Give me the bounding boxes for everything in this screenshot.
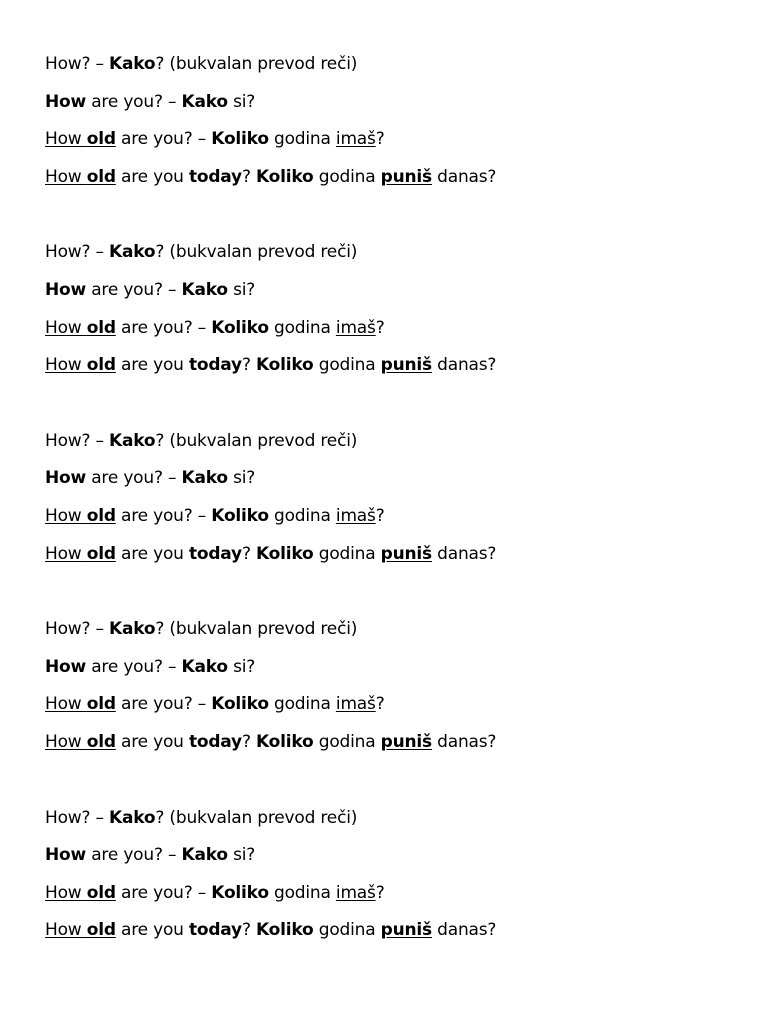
text-run: godina	[313, 166, 381, 187]
text-run: How? –	[45, 242, 110, 263]
text-run: are you? –	[115, 129, 212, 150]
text-run: godina	[313, 543, 381, 564]
bold-underlined-word: puniš	[380, 920, 432, 941]
phrase-block-1	[45, 46, 745, 196]
bold-word: today	[188, 166, 242, 187]
bold-word: Koliko	[211, 882, 269, 903]
text-run: danas?	[431, 731, 497, 752]
text-run: are you? –	[86, 468, 182, 489]
bold-underlined-word: old	[86, 694, 116, 715]
text-run: si?	[227, 656, 256, 677]
phrase-block-4	[45, 611, 745, 761]
bold-underlined-word: puniš	[380, 355, 432, 376]
bold-word: Koliko	[255, 355, 314, 376]
bold-word: Koliko	[211, 694, 269, 715]
line-how-old	[45, 875, 745, 913]
underlined-word: How	[45, 882, 82, 903]
bold-word: How	[45, 279, 87, 300]
underlined-word: imaš	[335, 694, 376, 715]
text-run: ?	[375, 694, 385, 715]
bold-underlined-word: old	[86, 129, 116, 150]
bold-underlined-word: old	[86, 505, 116, 526]
text-run: are you	[115, 355, 189, 376]
line-how-kako	[45, 800, 745, 838]
underlined-word: How	[45, 317, 82, 338]
line-how-old-today	[45, 159, 745, 197]
bold-word: How	[45, 468, 87, 489]
text-run: ?	[241, 920, 256, 941]
text-run: ?	[241, 166, 256, 187]
line-how-are-you	[45, 272, 745, 310]
bold-word: Kako	[109, 430, 156, 451]
text-run: are you? –	[86, 656, 182, 677]
line-how-are-you	[45, 84, 745, 122]
bold-word: Koliko	[255, 166, 314, 187]
bold-word: How	[45, 91, 87, 112]
text-run: are you? –	[86, 845, 182, 866]
text-run: ?	[241, 731, 256, 752]
text-run: godina	[268, 317, 336, 338]
text-run: danas?	[431, 355, 497, 376]
text-run: How? –	[45, 430, 110, 451]
phrase-block-2	[45, 234, 745, 384]
text-run: How? –	[45, 54, 110, 74]
underlined-word: How	[45, 694, 82, 715]
bold-word: Koliko	[211, 505, 269, 526]
text-run: danas?	[431, 543, 497, 564]
line-how-old	[45, 310, 745, 348]
underlined-word: imaš	[335, 882, 376, 903]
bold-word: How	[45, 656, 87, 677]
text-run: are you? –	[115, 694, 212, 715]
text-run: si?	[227, 279, 256, 300]
text-run: are you	[115, 166, 189, 187]
bold-word: Koliko	[255, 920, 314, 941]
bold-word: Kako	[109, 619, 156, 640]
bold-word: today	[188, 731, 242, 752]
bold-underlined-word: puniš	[380, 731, 432, 752]
bold-underlined-word: old	[86, 543, 116, 564]
text-run: are you? –	[86, 91, 182, 112]
underlined-word: How	[45, 731, 82, 752]
text-run: si?	[227, 468, 256, 489]
text-run: ? (bukvalan prevod reči)	[155, 242, 358, 263]
text-run: are you? –	[115, 882, 212, 903]
bold-underlined-word: old	[86, 882, 116, 903]
bold-word: Koliko	[211, 317, 269, 338]
text-run: How? –	[45, 619, 110, 640]
text-run: danas?	[431, 920, 497, 941]
underlined-word: imaš	[335, 317, 376, 338]
bold-underlined-word: old	[86, 317, 116, 338]
line-how-kako	[45, 611, 745, 649]
text-run: ?	[241, 355, 256, 376]
bold-word: today	[188, 543, 242, 564]
text-run: are you? –	[86, 279, 182, 300]
underlined-word: How	[45, 129, 82, 150]
text-run: are you? –	[115, 317, 212, 338]
bold-word: today	[188, 920, 242, 941]
text-run: godina	[313, 355, 381, 376]
line-how-old	[45, 498, 745, 536]
text-run: si?	[227, 845, 256, 866]
document-page	[45, 46, 745, 988]
bold-word: Kako	[181, 845, 228, 866]
underlined-word: How	[45, 505, 82, 526]
line-how-kako	[45, 234, 745, 272]
line-how-old	[45, 121, 745, 159]
text-run: ? (bukvalan prevod reči)	[155, 54, 358, 74]
text-run: godina	[268, 694, 336, 715]
bold-underlined-word: puniš	[380, 543, 432, 564]
bold-word: Koliko	[255, 543, 314, 564]
bold-underlined-word: old	[86, 920, 116, 941]
underlined-word: How	[45, 543, 82, 564]
text-run: ? (bukvalan prevod reči)	[155, 430, 358, 451]
bold-word: Kako	[181, 91, 228, 112]
underlined-word: How	[45, 920, 82, 941]
bold-word: Kako	[109, 807, 156, 828]
text-run: ?	[375, 882, 385, 903]
line-how-old-today	[45, 536, 745, 574]
text-run: si?	[227, 91, 256, 112]
underlined-word: How	[45, 355, 82, 376]
line-how-are-you	[45, 460, 745, 498]
bold-word: Kako	[109, 54, 156, 74]
line-how-kako	[45, 46, 745, 84]
text-run: godina	[268, 505, 336, 526]
text-run: ?	[241, 543, 256, 564]
bold-word: today	[188, 355, 242, 376]
text-run: ?	[375, 129, 385, 150]
text-run: ?	[375, 317, 385, 338]
line-how-old-today	[45, 724, 745, 762]
text-run: godina	[313, 731, 381, 752]
bold-underlined-word: old	[86, 731, 116, 752]
phrase-block-3	[45, 423, 745, 573]
bold-word: Koliko	[211, 129, 269, 150]
phrase-block-5	[45, 800, 745, 950]
text-run: are you	[115, 920, 189, 941]
line-how-are-you	[45, 837, 745, 875]
text-run: danas?	[431, 166, 497, 187]
underlined-word: How	[45, 166, 82, 187]
bold-underlined-word: old	[86, 355, 116, 376]
bold-word: Kako	[181, 279, 228, 300]
text-run: ? (bukvalan prevod reči)	[155, 807, 358, 828]
bold-underlined-word: puniš	[380, 166, 432, 187]
bold-underlined-word: old	[86, 166, 116, 187]
text-run: are you	[115, 731, 189, 752]
text-run: are you? –	[115, 505, 212, 526]
bold-word: Kako	[181, 468, 228, 489]
line-how-are-you	[45, 649, 745, 687]
line-how-old-today	[45, 912, 745, 950]
text-run: ? (bukvalan prevod reči)	[155, 619, 358, 640]
line-how-kako	[45, 423, 745, 461]
text-run: godina	[268, 129, 336, 150]
line-how-old-today	[45, 347, 745, 385]
bold-word: Kako	[109, 242, 156, 263]
underlined-word: imaš	[335, 129, 376, 150]
text-run: godina	[268, 882, 336, 903]
underlined-word: imaš	[335, 505, 376, 526]
bold-word: Kako	[181, 656, 228, 677]
line-how-old	[45, 686, 745, 724]
bold-word: Koliko	[255, 731, 314, 752]
text-run: How? –	[45, 807, 110, 828]
text-run: godina	[313, 920, 381, 941]
text-run: ?	[375, 505, 385, 526]
text-run: are you	[115, 543, 189, 564]
bold-word: How	[45, 845, 87, 866]
